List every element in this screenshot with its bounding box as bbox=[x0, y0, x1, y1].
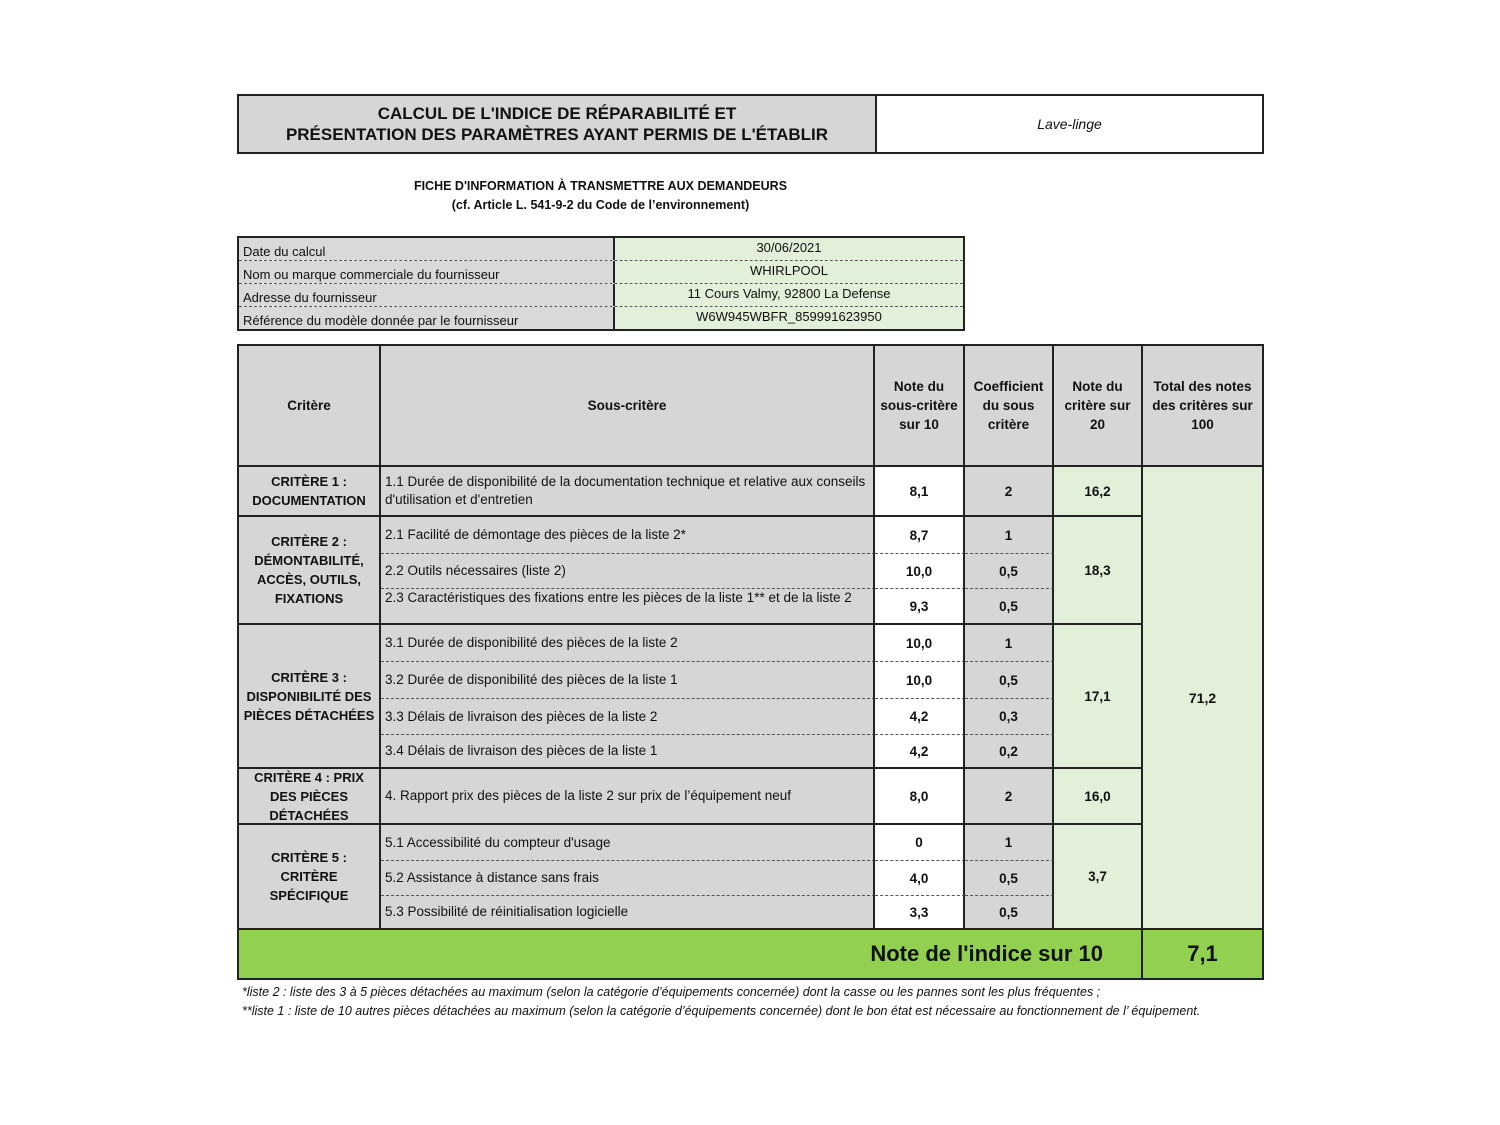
subcriterion-label: 4. Rapport prix des pièces de la liste 2 sur prix de l’équipement neuf bbox=[381, 769, 875, 825]
info-value: 30/06/2021 bbox=[615, 238, 963, 260]
subcriterion-coef: 2 bbox=[965, 769, 1054, 825]
subcriterion-note: 0 bbox=[875, 825, 965, 861]
subcriterion-label: 2.3 Caractéristiques des fixations entre les pièces de la liste 1** et de la liste 2 bbox=[381, 589, 875, 625]
footnote-liste-1: **liste 1 : liste de 10 autres pièces détachées au maximum (selon la catégorie d’équipements concernée) dont le bon état est nécessaire au fonctionnement de l’ équipement. bbox=[242, 1004, 1201, 1018]
final-score-value: 7,1 bbox=[1143, 930, 1262, 978]
document-title bbox=[239, 96, 877, 152]
subcriterion-note: 8,1 bbox=[875, 467, 965, 517]
info-row-date bbox=[239, 238, 963, 261]
supplier-info-table bbox=[237, 236, 965, 331]
subcriterion-coef: 0,5 bbox=[965, 662, 1054, 699]
subcriterion-coef: 0,5 bbox=[965, 896, 1054, 930]
info-row-brand bbox=[239, 261, 963, 284]
footnotes bbox=[242, 983, 1264, 1021]
info-label: Référence du modèle donnée par le fournisseur bbox=[239, 307, 615, 329]
footnote-liste-2: *liste 2 : liste des 3 à 5 pièces détachées au maximum (selon la catégorie d’équipements concernée) dont la casse ou les pannes sont les plus fréquentes ; bbox=[242, 985, 1101, 999]
total-score-100: 71,2 bbox=[1143, 467, 1262, 930]
criterion-2-score: 18,3 bbox=[1054, 517, 1143, 625]
subcriterion-coef: 0,5 bbox=[965, 589, 1054, 625]
criterion-4-score: 16,0 bbox=[1054, 769, 1143, 825]
subcriterion-note: 3,3 bbox=[875, 896, 965, 930]
criterion-3: CRITÈRE 3 : DISPONIBILITÉ DES PIÈCES DÉTACHÉES bbox=[239, 625, 381, 769]
subcriterion-label: 1.1 Durée de disponibilité de la documentation technique et relative aux conseils d'utilisation et d'entretien bbox=[381, 467, 875, 517]
criterion-1: CRITÈRE 1 : DOCUMENTATION bbox=[239, 467, 381, 517]
info-row-reference bbox=[239, 307, 963, 329]
info-label: Adresse du fournisseur bbox=[239, 284, 615, 306]
final-score-label: Note de l'indice sur 10 bbox=[239, 930, 1143, 978]
subcriterion-label: 5.2 Assistance à distance sans frais bbox=[381, 861, 875, 896]
header-sous-critere: Sous-critère bbox=[381, 346, 875, 467]
subcriterion-coef: 0,5 bbox=[965, 554, 1054, 589]
subcriterion-note: 10,0 bbox=[875, 662, 965, 699]
subcriterion-label: 5.3 Possibilité de réinitialisation logicielle bbox=[381, 896, 875, 930]
subcriterion-label: 2.1 Facilité de démontage des pièces de la liste 2* bbox=[381, 517, 875, 554]
header-critere: Critère bbox=[239, 346, 381, 467]
info-row-address bbox=[239, 284, 963, 307]
fiche-line-1: FICHE D'INFORMATION À TRANSMETTRE AUX DEMANDEURS bbox=[413, 179, 788, 193]
info-label: Date du calcul bbox=[239, 238, 615, 260]
repairability-table bbox=[237, 344, 1264, 980]
title-banner bbox=[237, 94, 1264, 154]
subcriterion-coef: 1 bbox=[965, 625, 1054, 662]
subcriterion-label: 5.1 Accessibilité du compteur d'usage bbox=[381, 825, 875, 861]
criterion-2: CRITÈRE 2 : DÉMONTABILITÉ, ACCÈS, OUTILS, FIXATIONS bbox=[239, 517, 381, 625]
title-line-2: PRÉSENTATION DES PARAMÈTRES AYANT PERMIS DE L'ÉTABLIR bbox=[285, 125, 829, 144]
subcriterion-coef: 0,2 bbox=[965, 735, 1054, 769]
subcriterion-label: 3.4 Délais de livraison des pièces de la liste 1 bbox=[381, 735, 875, 769]
title-line-1: CALCUL DE L'INDICE DE RÉPARABILITÉ ET bbox=[377, 104, 737, 123]
subcriterion-note: 10,0 bbox=[875, 554, 965, 589]
criterion-4: CRITÈRE 4 : PRIX DES PIÈCES DÉTACHÉES bbox=[239, 769, 381, 825]
header-note-critere: Note du critère sur 20 bbox=[1054, 346, 1143, 467]
fiche-heading bbox=[237, 177, 964, 215]
subcriterion-coef: 1 bbox=[965, 825, 1054, 861]
fiche-line-2: (cf. Article L. 541-9-2 du Code de l’environnement) bbox=[451, 198, 750, 212]
criterion-1-score: 16,2 bbox=[1054, 467, 1143, 517]
criterion-5: CRITÈRE 5 : CRITÈRE SPÉCIFIQUE bbox=[239, 825, 381, 930]
subcriterion-note: 8,7 bbox=[875, 517, 965, 554]
info-label: Nom ou marque commerciale du fournisseur bbox=[239, 261, 615, 283]
subcriterion-coef: 1 bbox=[965, 517, 1054, 554]
header-note-sous-critere: Note du sous-critère sur 10 bbox=[875, 346, 965, 467]
subcriterion-note: 9,3 bbox=[875, 589, 965, 625]
subcriterion-label: 3.2 Durée de disponibilité des pièces de la liste 1 bbox=[381, 662, 875, 699]
subcriterion-note: 4,2 bbox=[875, 699, 965, 735]
subcriterion-label: 2.2 Outils nécessaires (liste 2) bbox=[381, 554, 875, 589]
subcriterion-note: 8,0 bbox=[875, 769, 965, 825]
product-type: Lave-linge bbox=[1037, 116, 1102, 132]
header-coefficient: Coefficient du sous critère bbox=[965, 346, 1054, 467]
subcriterion-label: 3.1 Durée de disponibilité des pièces de la liste 2 bbox=[381, 625, 875, 662]
subcriterion-label: 3.3 Délais de livraison des pièces de la liste 2 bbox=[381, 699, 875, 735]
info-value: W6W945WBFR_859991623950 bbox=[615, 307, 963, 329]
criterion-3-score: 17,1 bbox=[1054, 625, 1143, 769]
header-total: Total des notes des critères sur 100 bbox=[1143, 346, 1262, 467]
subcriterion-note: 10,0 bbox=[875, 625, 965, 662]
subcriterion-coef: 0,3 bbox=[965, 699, 1054, 735]
subcriterion-coef: 2 bbox=[965, 467, 1054, 517]
subcriterion-note: 4,2 bbox=[875, 735, 965, 769]
info-value: 11 Cours Valmy, 92800 La Defense bbox=[615, 284, 963, 306]
info-value: WHIRLPOOL bbox=[615, 261, 963, 283]
subcriterion-note: 4,0 bbox=[875, 861, 965, 896]
criterion-5-score: 3,7 bbox=[1054, 825, 1143, 930]
subcriterion-coef: 0,5 bbox=[965, 861, 1054, 896]
